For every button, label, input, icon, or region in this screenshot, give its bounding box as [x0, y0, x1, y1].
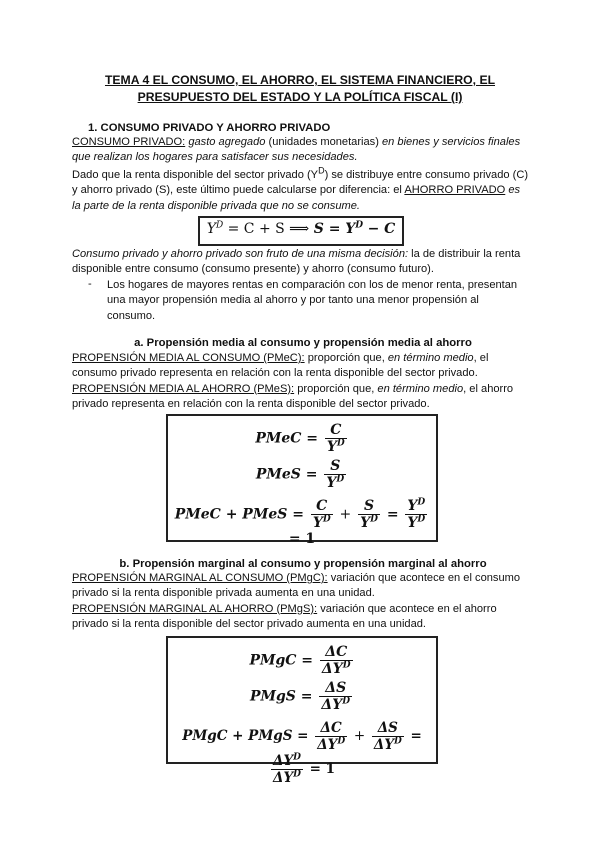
term-ahorro-privado: AHORRO PRIVADO [404, 184, 506, 197]
propension-media-text [72, 351, 534, 413]
eq-b3-sup1: D [337, 736, 346, 747]
eq-b3-lhs: PMgC + PMgS = [182, 728, 309, 744]
eq-a3-eq: = [386, 506, 399, 523]
page-title [60, 72, 540, 106]
eq-a1-den: Y [326, 439, 337, 455]
eq-a3-frac3 [405, 498, 427, 531]
eq-b1-sup: D [342, 660, 351, 671]
eq-a1-frac [325, 422, 347, 455]
eq-a3-frac1 [311, 498, 333, 531]
eq-b1-num: ΔC [325, 644, 348, 660]
eq-a3-result: = 1 [288, 531, 316, 547]
term-consumo-privado: CONSUMO PRIVADO: [72, 136, 186, 148]
eq-a3-n2: S [363, 498, 375, 514]
bullet-line-2: una mayor propensión media al ahorro y por tanto una menor propensión al [107, 294, 479, 307]
p3-italic: Consumo privado y ahorro privado son fruto de una misma decisión: [72, 248, 409, 260]
eq-b3-sup2: D [393, 736, 402, 747]
eq-a3-n3: Y [407, 498, 418, 514]
pmec-equation [168, 422, 436, 455]
eq-a3-sup4: D [417, 514, 426, 525]
eq-a3-d2: Y [360, 515, 371, 531]
eq-a3-frac2 [358, 498, 380, 531]
eq-a3-n1: C [316, 498, 328, 514]
eq-b3-d1: ΔY [317, 737, 338, 753]
p2-line2-b: es [508, 184, 521, 197]
pmes-line2: privado representa en relación con la renta disponible del sector privado. [72, 398, 430, 411]
eq-b3-sup4: D [293, 769, 301, 780]
def-line-2: que realizan los hogares para satisfacer sus necesidades. [72, 151, 358, 164]
pmec-b: , el [473, 352, 489, 364]
p2-line1-b: ) se distribuye entre consumo privado (C) [324, 169, 529, 181]
term-pmgs: PROPENSIÓN MARGINAL AL AHORRO (PMgS): [72, 602, 318, 615]
bullet-item [107, 278, 537, 324]
eq-b2-frac [319, 680, 352, 713]
bullet-dash: - [88, 278, 92, 290]
eq-b2-sup: D [342, 696, 351, 707]
ahorro-formula [200, 221, 402, 237]
consumo-privado-definition [72, 135, 534, 166]
section-b-heading: b. Propensión marginal al consumo y propensión marginal al ahorro [119, 558, 487, 570]
pmgc-a: variación que acontece en el consumo [330, 572, 521, 584]
bullet-line-1: Los hogares de mayores rentas en comparación con los de menor renta, presentan [107, 279, 518, 291]
p3-line2: disponible entre consumo (consumo presente) y ahorro (consumo futuro). [72, 263, 434, 276]
formula-right-end: − C [367, 221, 396, 237]
pmec-a: proporción que, [307, 352, 385, 364]
eq-a1-lhs: PMeC = [255, 430, 318, 447]
pmgc-equation [168, 644, 436, 677]
p2-sup: D [318, 165, 325, 176]
def-italic-1: gasto agregado [188, 136, 266, 148]
formula-left-sup: D [215, 220, 224, 231]
eq-a3-sup2: D [370, 514, 378, 525]
p3-rest: la de distribuir la renta [411, 248, 521, 260]
eq-b3-d3: ΔY [272, 770, 294, 786]
eq-a2-frac [324, 458, 346, 491]
eq-b3-d2: ΔY [373, 737, 394, 753]
eq-b3-eq: = [410, 728, 422, 744]
title-line-1: TEMA 4 EL CONSUMO, EL AHORRO, EL SISTEMA FINANCIERO, EL [104, 73, 496, 87]
title-line-2: PRESUPUESTO DEL ESTADO Y LA POLÍTICA FISCAL (I) [137, 90, 463, 104]
eq-a2-num: S [330, 458, 341, 474]
formula-right-sup: D [355, 220, 364, 231]
eq-b1-frac [320, 644, 353, 677]
media-formula-box [166, 414, 438, 547]
def-plain: (unidades monetarias) [268, 136, 379, 148]
term-pmec: PROPENSIÓN MEDIA AL CONSUMO (PMeC): [72, 352, 305, 364]
pmgc-pmgs-sum-equation [168, 720, 436, 786]
pmec-line2: consumo privado representa en relación con la renta disponible del sector privado. [72, 367, 478, 380]
formula-mid: = C + S ⟹ [227, 221, 310, 237]
eq-b3-frac3 [271, 753, 303, 786]
eq-b1-den: ΔY [321, 661, 343, 677]
eq-b3-result: = 1 [309, 761, 336, 777]
eq-b3-n2: ΔS [377, 720, 398, 736]
pmec-italic: en término medio [387, 352, 474, 364]
eq-a3-d3: Y [407, 515, 418, 531]
eq-b1-lhs: PMgC = [249, 652, 313, 669]
term-pmes: PROPENSIÓN MEDIA AL AHORRO (PMeS): [72, 382, 295, 395]
pmgs-line2: privado si la renta disponible del sector privado aumenta en una unidad. [72, 618, 426, 631]
eq-b3-sup3: D [293, 752, 301, 763]
term-pmgc: PROPENSIÓN MARGINAL AL CONSUMO (PMgC): [72, 572, 328, 584]
eq-b2-den: ΔY [321, 697, 343, 713]
p2-line2-a: y ahorro privado (S), este último puede calcularse por diferencia: el [72, 184, 402, 197]
pmes-a: proporción que, [297, 382, 375, 395]
eq-a3-d1: Y [312, 515, 323, 531]
eq-b3-frac2 [372, 720, 404, 753]
pmgc-line2: privado si la renta disponible privada aumenta en una unidad. [72, 587, 375, 600]
eq-a2-den: Y [326, 475, 337, 491]
bullet-line-3: consumo. [107, 309, 156, 322]
pmes-b: , el ahorro [463, 382, 514, 395]
eq-b3-frac1 [315, 720, 347, 753]
pmes-equation [168, 458, 436, 491]
propension-marginal-text [72, 571, 534, 633]
section-1-heading: 1. CONSUMO PRIVADO Y AHORRO PRIVADO [88, 122, 331, 134]
pmgs-a: variación que acontece en el ahorro [320, 602, 497, 615]
eq-b3-n1: ΔC [320, 720, 342, 736]
eq-a3-sup3: D [417, 497, 426, 508]
eq-b3-n3: ΔY [272, 753, 294, 769]
eq-a2-lhs: PMeS = [255, 466, 318, 483]
eq-a1-num: C [330, 422, 342, 438]
def-italic-2: en bienes y servicios finales [382, 136, 521, 148]
eq-a3-sup1: D [322, 514, 331, 525]
eq-a3-lhs: PMeC + PMeS = [174, 506, 304, 523]
eq-b2-num: ΔS [325, 680, 347, 696]
p2-line1-a: Dado que la renta disponible del sector privado (Y [72, 169, 319, 181]
decision-paragraph [72, 247, 534, 278]
ahorro-formula-box [198, 216, 404, 246]
formula-right: S = Y [313, 221, 356, 237]
eq-a1-sup: D [336, 438, 345, 449]
ahorro-privado-paragraph [72, 165, 534, 214]
eq-a2-sup: D [336, 474, 345, 485]
eq-a3-plus: + [339, 506, 352, 523]
pmec-pmes-sum-equation [168, 498, 436, 547]
formula-left: Y [206, 221, 216, 237]
pmgs-equation [168, 680, 436, 713]
eq-b2-lhs: PMgS = [249, 688, 313, 705]
eq-b3-plus: + [353, 728, 366, 744]
pmes-italic: en término medio [377, 382, 464, 395]
section-a-heading: a. Propensión media al consumo y propensión media al ahorro [134, 337, 472, 349]
p2-line3: la parte de la renta disponible privada que no se consume. [72, 199, 361, 212]
